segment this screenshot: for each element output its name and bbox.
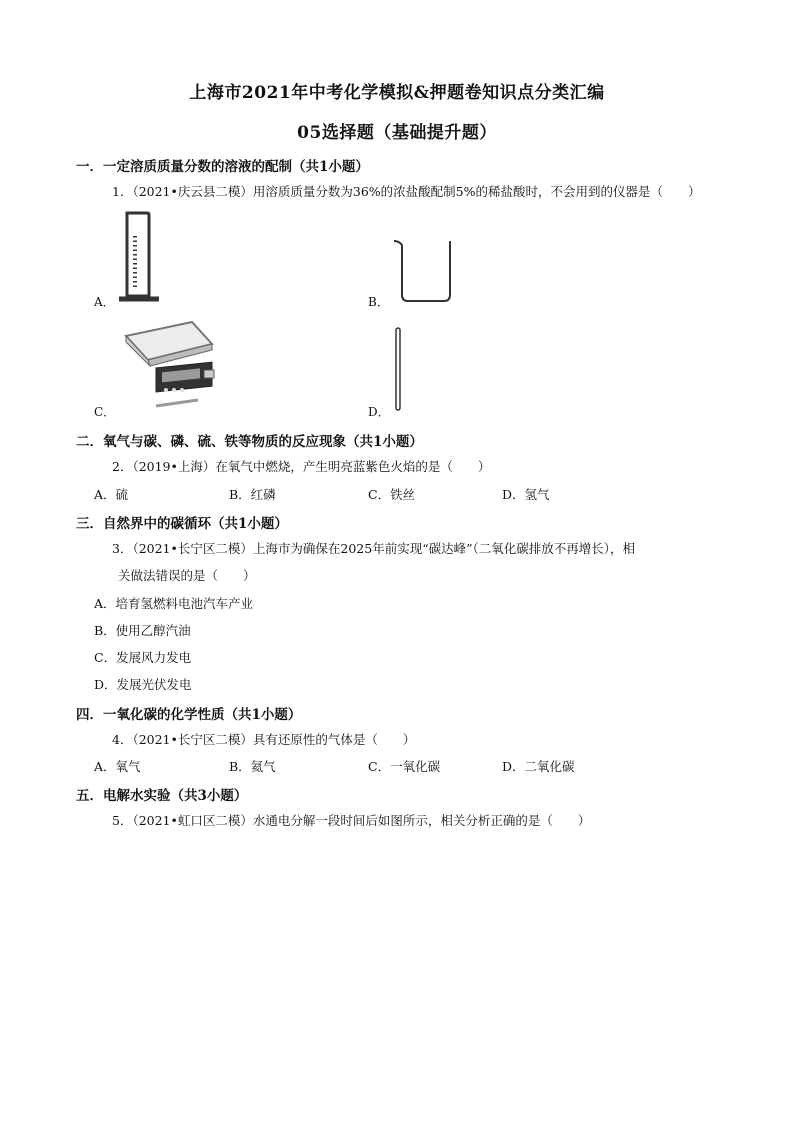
option-2a: A．硫 [94,487,129,502]
option-2d: D．氢气 [502,487,550,502]
beaker-image [392,237,454,305]
option-3b: B．使用乙醇汽油 [94,623,191,638]
option-1d-label: D． [368,405,390,419]
option-3c: C．发展风力发电 [94,650,192,665]
section-heading-5: 五．电解水实验（共3小题） [76,788,248,804]
question-3-line1: 3．（2021•长宁区二模）上海市为确保在2025年前实现“碳达峰”（二氧化碳排放不再增长），相 [112,541,635,556]
option-4a: A．氧气 [94,759,141,774]
option-4d: D．二氧化碳 [502,759,575,774]
option-1a-label: A． [94,295,115,309]
option-1c-label: C． [94,405,116,419]
option-4b: B．氦气 [229,759,276,774]
electronic-balance-image [118,320,228,415]
question-3-line2: 关做法错误的是（ ） [118,568,256,583]
option-3a: A．培育氢燃料电池汽车产业 [94,596,254,611]
question-2: 2．（2019•上海）在氧气中燃烧，产生明亮蓝紫色火焰的是（ ） [112,459,491,474]
question-5: 5．（2021•虹口区二模）水通电分解一段时间后如图所示，相关分析正确的是（ ） [112,813,591,828]
glass-rod-image [393,327,403,412]
option-1b-label: B． [368,295,389,309]
section-heading-3: 三．自然界中的碳循环（共1小题） [76,516,288,532]
option-4c: C．一氧化碳 [368,759,441,774]
section-heading-4: 四．一氧化碳的化学性质（共1小题） [76,707,302,723]
question-1: 1．（2021•庆云县二模）用溶质质量分数为36%的浓盐酸配制5%的稀盐酸时，不会用到的仪器是（ ） [112,184,701,199]
question-4: 4．（2021•长宁区二模）具有还原性的气体是（ ） [112,732,416,747]
section-heading-2: 二．氧气与碳、磷、硫、铁等物质的反应现象（共1小题） [76,434,423,450]
option-2c: C．铁丝 [368,487,416,502]
document-title: 上海市2021年中考化学模拟&押题卷知识点分类汇编 [189,83,605,103]
graduated-cylinder-image [115,210,165,305]
section-heading-1: 一．一定溶质质量分数的溶液的配制（共1小题） [76,159,369,175]
option-2b: B．红磷 [229,487,276,502]
document-subtitle: 05选择题（基础提升题） [297,123,497,143]
option-3d: D．发展光伏发电 [94,677,192,692]
